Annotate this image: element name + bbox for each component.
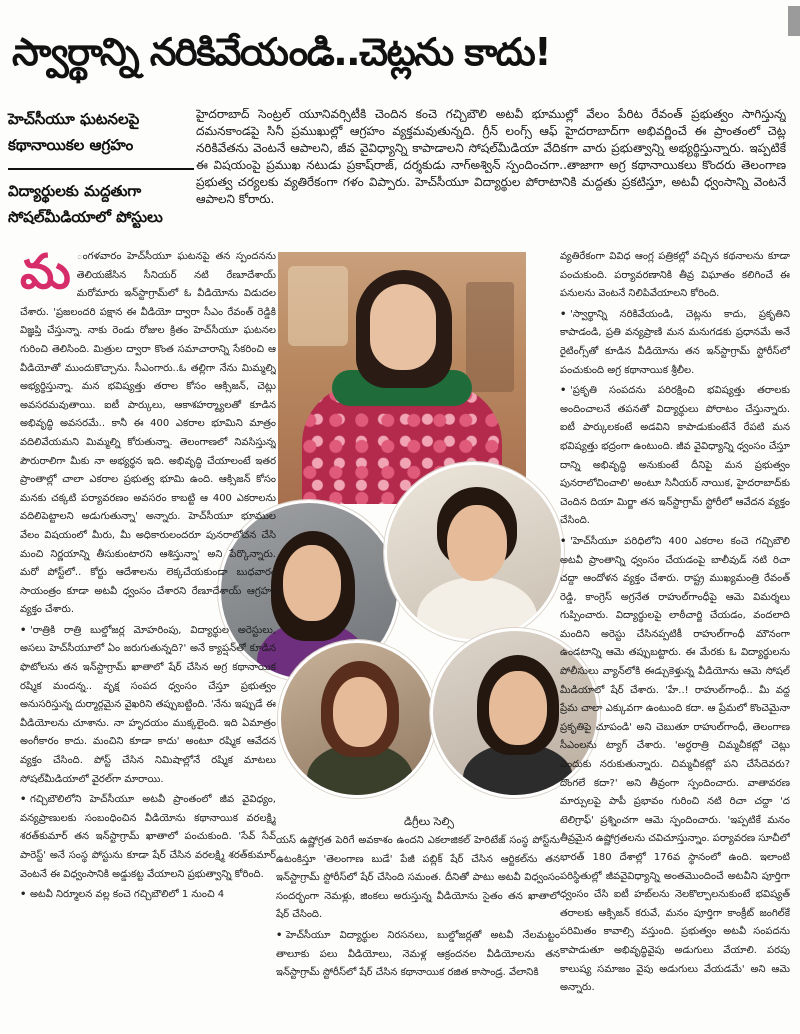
column-paragraph <box>560 248 790 304</box>
column-paragraph <box>560 382 790 531</box>
paragraph-text: 'స్వార్థాన్ని నరికివేయండి, చెట్లను కాదు, ప్రకృతిని కాపాడండి, ప్రతి వన్యప్రాణి మన మనుగడకు ప్రధానమే అనే రైటింగ్స్‌తో కూడిన వీడియోను తన ఇన్‌స్టాగ్రామ్ స్టోరీస్‌లో పంచుకుంది అగ్ర కథానాయిక శ్రీలీల. <box>560 308 790 376</box>
subhead-first: హెచ్‌సీయూ ఘటనలపై కథానాయికల ఆగ్రహం <box>8 110 140 154</box>
column-paragraph <box>276 832 560 925</box>
bullet-marker: • <box>20 794 27 806</box>
article-column-left <box>20 248 276 1028</box>
page-edge-tab <box>788 6 800 36</box>
photo-face <box>370 284 436 370</box>
paragraph-text: 'రాత్రికి రాత్రి బుల్డోజర్ల మోహరింపు, విద్యార్థుల అరెస్టులు, అసలు హెచ్‌సీయూలో ఏం జరుగుతున్నది?' అనే క్యాప్షన్‌తో కూడిన ఫొటోలను తన ఇన్‌స్టాగ్రామ్ ఖాతాలో షేర్ చేసిన అగ్ర కథానాయిక రష్మిక మందన్న.. వృక్ష సంపద ధ్వంసం చేస్తూ ప్రభుత్వం అనుసరిస్తున్న దుర్మార్గమైన వైఖరిని తప్పుబట్టింది. 'నేను ఇప్పుడే ఈ వీడియోలను చూశాను. నా హృదయం ముక్కలైంది. ఇది ఏమాత్రం అంగీకారం కాదు. మంచిని కూడా కాదు' అంటూ రష్మిక ఆవేదన వ్యక్తం చేసింది. పోస్ట్ చేసిన నిమిషాల్లోనే రష్మిక మాటలు సోషల్‌మీడియాలో వైరల్‌గా మారాయి. <box>20 624 276 785</box>
bullet-marker: • <box>20 624 27 636</box>
bullet-marker: • <box>560 308 567 320</box>
article-column-right <box>560 248 790 1028</box>
photo-background-shape <box>288 266 348 346</box>
bullet-marker: • <box>560 535 567 547</box>
photo-face <box>489 671 547 745</box>
column-paragraph <box>560 533 790 998</box>
paragraph-text: ంగళవారం హెచ్‌సీయూ ఘటనపై తన స్పందనను తెలియజేసిన సీనియర్ నటి రేణూదేశాయ్ మరోమారు ఇన్‌స్టాగ్రామ్‌లో ఓ వీడియోను విడుదల చేశారు. 'ప్రజలందరి పక్షాన ఈ వీడియో ద్వారా సీఎం రేవంత్ రెడ్డికి విజ్ఞప్తి చేస్తున్నా. నాకు రెండు రోజుల క్రితం హెచ్‌సీయూ ఘటనల గురించి తెలిసింది. మిత్రుల ద్వారా కొంత సమాచారాన్ని సేకరించి ఆ వీడియోతో ముందుకొచ్చాను. సీఎంగారు..ఓ తల్లిగా నేను మిమ్మల్ని అభ్యర్థిస్తున్నా. మన భవిష్యత్తు తరాల కోసం ఆక్సిజన్, చెట్లు అవసరమవుతాయి. ఐటీ పార్కులు, ఆకాశహర్మ్యాలతో కూడిన అభివృద్ధి అవసరమే.. కానీ ఈ 400 ఎకరాల భూమిని మాత్రం వదిలివేయమని మిమ్మల్ని కోరుతున్నా. తెలంగాణలో నివసిస్తున్న పౌరురాలిగా మీకు నా అభ్యర్థన ఇది. అభివృద్ధి చేయాలంటే ఇతర ప్రాంతాల్లో చాలా ఎకరాల ప్రభుత్వ భూమి ఉంది. ఆక్సిజన్ కోసం మనకు చక్కటి పర్యావరణం అవసరం కాబట్టి ఆ 400 ఎకరాలను వదిలిపెట్టాలని అడుగుతున్నా' అన్నారు. హెచ్‌సీయూ భూముల వేలం విషయంలో మీరు, మీ అధికారులందరూ పునరాలోచన చేసి మంచి నిర్ణయాన్ని తీసుకుంటారని ఆశిస్తున్నా' అని పేర్కొన్నారు. మరో పోస్ట్‌లో.. కోర్టు ఆదేశాలను లెక్కచేయకుండా బుధవారం సాయంత్రం కూడా అటవీ ధ్వంసం చేశారని రేణూదేశాయ్ ఆగ్రహం వ్యక్తం చేశారు. <box>20 251 276 616</box>
column-paragraph <box>560 306 790 380</box>
column-paragraph <box>20 791 276 884</box>
paragraph-text: 'హెచ్‌సీయూ పరిధిలోని 400 ఎకరాల కంచె గచ్చిబౌలి అటవీ ప్రాంతాన్ని ధ్వంసం చేయడంపై బాలీవుడ్ నటి రిచా చద్దా ఆందోళన వ్యక్తం చేశారు. రాష్ట్ర ముఖ్యమంత్రి రేవంత్ రెడ్డి, కాంగ్రెస్ అగ్రనేత రాహుల్‌గాంధీపై ఆమె విమర్శలు గుప్పించారు. విద్యార్థులపై లాఠీచార్జి చేయడం, వందలాది మందిని అరెస్టు చేసినప్పటికీ రాహుల్‌గాంధీ మౌనంగా ఉండటాన్ని ఆమె తప్పుబట్టారు. ఈ మేరకు ఓ విద్యార్థులను పోలీసులు వ్యాన్‌లోకి ఈడ్చుకెళ్తున్న వీడియోను ఆమె సోషల్ మీడియాలో షేర్ చేశారు. 'హే..! రాహుల్‌గాంధీ.. మీ వద్ద ప్రేమ చాలా ఎక్కువగా ఉంటుంది కదా. ఆ ప్రేమలో కొంచెమైనా ప్రకృతిపై చూపండి' అని చెబుతూ రాహుల్‌గాంధీ, తెలంగాణ సీఎంలను ట్యాగ్ చేశారు. 'అర్ధరాత్రి చిమ్మచీకట్లో చెట్లు ఎందుకు నరుకుతున్నారు. చిమ్మచీకట్లో పని చేసేదెవరు? దొంగలే కదా?' అని తీవ్రంగా స్పందించారు. వాతావరణ మార్పులపై పాపీ ప్రభావం గురించి నటి రిచా చద్దా 'ద టెలిగ్రాఫ్' ప్రశ్నించగా ఆమె స్పందించారు. 'ఇప్పటికే మనం తీవ్రమైన ఉష్ణోగ్రతలను చవిచూస్తున్నాం. పర్యావరణ సూచీలో భారత్ 180 దేశాల్లో 176వ స్థానంలో ఉంది. ఇలాంటి పరిస్థితుల్లో జీవవైవిధ్యాన్ని అంతమొందించే అటవీని పూర్తిగా ధ్వంసం చేసి ఐటీ హబ్‌లను నెలకొల్పాలనుకుంటే భవిష్యత్ తరాలకు ఆక్సిజన్ కరువే, మనం పూర్తిగా కాంక్రీట్ జంగిల్‌కే పరిమితం కావాల్సి వస్తుంది. ప్రభుత్వం అటవీ సంపదను కాపాడుతూ అభివృద్ధివైపు అడుగులు వేయాలి. పరపు కాలుష్య సమాజం వైపు అడుగులు వేయడమే' అని ఆమె అన్నారు. <box>560 535 790 994</box>
photo-background-shape <box>466 282 514 392</box>
paragraph-text: వ్యతిరేకంగా వివిధ ఆంగ్ల పత్రికల్లో వచ్చిన కథనాలను కూడా పంచుకుంది. పర్యావరణానికి తీవ్ర విఘాతం కలిగించే ఈ పనులను వెంటనే నిలిపివేయాలని కోరింది. <box>560 251 790 300</box>
paragraph-text: యస్ ఉష్ణోగ్రత పెరిగే అవకాశం ఉందని ఎకలాజికల్ హెరిటేజ్ సంస్థ పోస్ట్‌ను ఉటంకిస్తూ 'తెలంగాణ బుడే' పేజీ పబ్లిక్ షేర్ చేసిన ఆర్టికల్‌ను తన ఇన్‌స్టాగ్రామ్ స్టోరీస్‌లో షేర్ చేసింది సమంత. దీనితో పాటు అటవీ విధ్వంసం సందర్భంగా నెమళ్లు, జింకలు అరుస్తున్న వీడియోను సైతం తన ఖాతాలో షేర్ చేసింది. <box>276 835 560 921</box>
photo-face <box>333 677 387 747</box>
bullet-marker: • <box>20 889 27 901</box>
subhead-block <box>8 106 198 230</box>
bullet-marker: • <box>560 385 567 397</box>
column-paragraph <box>276 927 560 983</box>
photo-caption-fragment: డిగ్రీలు సెల్సి <box>404 815 454 828</box>
paragraph-text: గచ్చిబౌలిలోని హెచ్‌సీయూ అటవీ ప్రాంతంలో జీవ వైవిధ్యం, వన్యప్రాణులకు సంబంధించిన వీడియోను కథానాయిక వరలక్ష్మి శరత్‌కుమార్ తన ఇన్‌స్టాగ్రామ్ ఖాతాలో పంచుకుంది. 'సేవ్ సేవ్ పారెస్ట్' అనే సంస్థ పోస్టును కూడా షేర్ చేసిన వరలక్ష్మి శరత్‌కుమార్ వెంటనే ఈ విధ్వంసానికి అడ్డుకట్ట వేయాలని ప్రభుత్వాన్ని కోరింది. <box>20 794 276 880</box>
circle-photo-diya <box>278 640 436 798</box>
article-column-middle <box>276 832 560 1030</box>
paragraph-text: 'ప్రకృతి సంపదను పరిరక్షించి భవిష్యత్తు తరాలకు అందించాలనే తపనతో విద్యార్థులు పోరాటం చేస్తున్నారు. ఐటీ పార్కులకంటే అడవిని కాపాడుకుంటేనే రేపటి మన భవిష్యత్తు భద్రంగా ఉంటుంది. జీవ వైవిధ్యాన్ని ధ్వంసం చేస్తూ దాన్ని అభివృద్ధి అనుకుంటే దీనిపై మన ప్రభుత్వం పునరాలోచించాలి' అంటూ సినీయర్ నాయిక, హైదరాబాద్‌కు చెందిన దియా మిర్జా తన ఇన్‌స్టాగ్రామ్ స్టోరీలో ఆవేదన వ్యక్తం చేసింది. <box>560 385 790 527</box>
photo-face <box>447 505 507 581</box>
circle-photo-samantha <box>384 462 564 642</box>
lede-paragraph: హైదరాబాద్ సెంట్రల్ యూనివర్సిటీకి చెందిన కంచె గచ్చిబౌలి అటవీ భూముల్లో వేలం పేరిట రేవంత్ ప్రభుత్వం సాగిస్తున్న దమనకాండపై సినీ ప్రముఖుల్లో ఆగ్రహం వ్యక్తమవుతున్నది. గ్రీన్ లంగ్స్ ఆఫ్ హైదరాబాద్‌గా అభివర్ణించే ఈ ప్రాంతంలో చెట్ల నరికివేతను వెంటనే ఆపాలని, జీవ వైవిధ్యాన్ని కాపాడాలని సోషల్‌మీడియా వేదికగా వారు ప్రభుత్వాన్ని అభ్యర్థిస్తున్నారు. ఇప్పటికే ఈ విషయంపై ప్రముఖ నటుడు ప్రకాష్‌రాజ్, దర్శకుడు నాగ్‌అశ్విన్ స్పందించగా..తాజాగా అగ్ర కథానాయికలు కొందరు తెలంగాణ ప్రభుత్వ చర్యలకు వ్యతిరేకంగా గళం విప్పారు. హెచ్‌సీయూ విద్యార్థుల పోరాటానికి మద్దతు ప్రకటిస్తూ, అటవీ ధ్వంసాన్ని వెంటనే ఆపాలని కోరారు. <box>196 107 786 206</box>
photo-face <box>283 545 341 621</box>
subhead-second: విద్యార్థులకు మద్దతుగా సోషల్‌మీడియాలో పోస్టులు <box>8 182 163 226</box>
paragraph-text: అటవీ నిర్మూలన వల్ల కంచె గచ్చిబౌలిలో 1 నుంచి 4 <box>30 889 225 901</box>
column-paragraph <box>20 622 276 789</box>
headline: స్వార్థాన్ని నరికివేయండి..చెట్లను కాదు! <box>12 30 551 74</box>
dropcap: మ <box>20 248 71 300</box>
column-paragraph <box>20 886 276 905</box>
subhead-divider <box>8 168 194 170</box>
paragraph-text: హెచ్‌సీయూ విద్యార్థుల నిరసనలు, బుల్డోజర్లతో అటవీ నేలమట్టం తాలూకు పలు వీడియోలు, నెమళ్ల ఆక్రందనల వీడియోలను తన ఇన్‌స్టాగ్రామ్ స్టోరీస్‌లో షేర్ చేసిన కథానాయిక రజిత కాసాండ్ర. వేలానికి <box>276 929 560 979</box>
column-paragraph <box>20 248 276 620</box>
bullet-marker: • <box>276 929 283 941</box>
